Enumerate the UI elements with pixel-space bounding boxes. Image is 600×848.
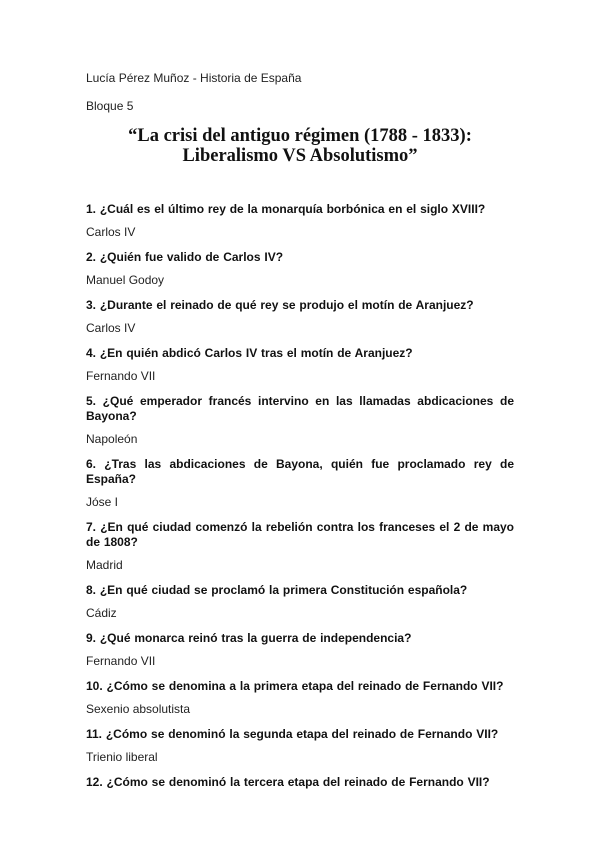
document-content [86, 70, 514, 798]
question-text: 4. ¿En quién abdicó Carlos IV tras el motín de Aranjuez? [86, 346, 413, 360]
author-line: Lucía Pérez Muñoz - Historia de España [86, 71, 302, 85]
question-text: 7. ¿En qué ciudad comenzó la rebelión contra los franceses el 2 de mayo de 1808? [86, 520, 514, 549]
question-text: 5. ¿Qué emperador francés intervino en las llamadas abdicaciones de Bayona? [86, 394, 514, 423]
answer-text: Carlos IV [86, 321, 136, 335]
answer-text: Fernando VII [86, 654, 156, 668]
question-10 [86, 679, 514, 717]
answer-text: Trienio liberal [86, 750, 158, 764]
question-text: 11. ¿Cómo se denominó la segunda etapa del reinado de Fernando VII? [86, 727, 499, 741]
question-text: 1. ¿Cuál es el último rey de la monarquía borbónica en el siglo XVIII? [86, 202, 486, 216]
block-line: Bloque 5 [86, 99, 134, 113]
question-1 [86, 202, 514, 240]
question-text: 8. ¿En qué ciudad se proclamó la primera Constitución española? [86, 583, 468, 597]
question-5 [86, 394, 514, 447]
question-7 [86, 520, 514, 573]
title-line-2: Liberalismo VS Absolutismo” [182, 146, 418, 166]
question-4 [86, 346, 514, 384]
answer-text: Sexenio absolutista [86, 702, 191, 716]
question-text: 6. ¿Tras las abdicaciones de Bayona, quién fue proclamado rey de España? [86, 457, 514, 486]
question-6 [86, 457, 514, 510]
question-3 [86, 298, 514, 336]
question-text: 9. ¿Qué monarca reinó tras la guerra de independencia? [86, 631, 412, 645]
answer-text: Cádiz [86, 606, 117, 620]
document-title [86, 126, 514, 166]
question-text: 12. ¿Cómo se denominó la tercera etapa del reinado de Fernando VII? [86, 775, 490, 789]
question-12 [86, 775, 514, 790]
question-8 [86, 583, 514, 621]
answer-text: Madrid [86, 558, 123, 572]
answer-text: Napoleón [86, 432, 138, 446]
question-text: 10. ¿Cómo se denomina a la primera etapa del reinado de Fernando VII? [86, 679, 504, 693]
question-text: 2. ¿Quién fue valido de Carlos IV? [86, 250, 284, 264]
question-11 [86, 727, 514, 765]
question-2 [86, 250, 514, 288]
answer-text: Manuel Godoy [86, 273, 165, 287]
answer-text: Carlos IV [86, 225, 136, 239]
question-text: 3. ¿Durante el reinado de qué rey se produjo el motín de Aranjuez? [86, 298, 474, 312]
answer-text: Jóse I [86, 495, 119, 509]
question-9 [86, 631, 514, 669]
answer-text: Fernando VII [86, 369, 156, 383]
title-line-1: “La crisi del antiguo régimen (1788 - 1833): [128, 126, 472, 146]
